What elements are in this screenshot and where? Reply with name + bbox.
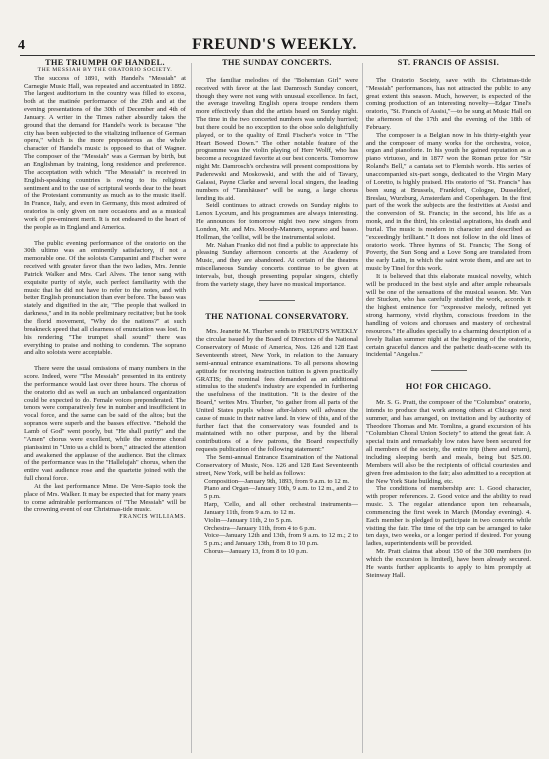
section-divider	[431, 370, 467, 371]
paragraph: Seidl continues to attract crowds on Sunday nights to Lenox Lyceum, and his programmes are always interesting. He announces for tomorrow night two new singers from London, Mr. and Mrs. Moody-Manners, soprano and basso. Hollman, the 'cellist, will be the instrumental soloist.	[196, 202, 358, 241]
schedule-item: Chorus—January 13, from 8 to 10 p.m.	[204, 548, 308, 556]
paragraph: Mr. S. G. Pratt, the composer of the "Columbus" oratorio, intends to produce that work among others at Chicago next summer, and has arranged, on invitation and by authority of Theodore Thomas and Mr. Tomlins, a grand excursion of his "Columbian Choral Union Society" to attend the great fair. A special train and remarkably low rates have been secured for all members of the society, the entire trip (there and return), including sleeping berth and meals, being but $25.00. Members will also be the recipients of official courtesies and given free admission to the fair; also admitted to a reception at the New York State building, etc.	[366, 399, 531, 485]
column-1	[24, 59, 186, 759]
article-heading: THE SUNDAY CONCERTS.	[222, 59, 332, 67]
schedule-item: Harp, 'Cello, and all other orchestral instruments—January 11th, from 9 a.m. to 12 m.	[204, 501, 358, 516]
schedule-item: Piano and Organ—January 10th, 9 a.m. to 12 m., and 2 to 5 p.m.	[204, 485, 358, 501]
page-number: 4	[18, 38, 25, 53]
paragraph: Mr. Pratt claims that about 150 of the 300 members (to which the excursion is limited), have been already secured. He wants further applicants to apply to him promptly at Steinway Hall.	[366, 548, 531, 579]
paragraph: Mr. Nahan Franko did not find a public to appreciate his pleasing Sunday afternoon concerts at the Academy of Music, and they are abandoned. At certain of the theatres miscellaneous Sunday concerts continue to be given at intervals, but, though presenting popular singers, chiefly from the variety stage, they have no musical importance.	[196, 241, 358, 288]
masthead	[0, 36, 549, 56]
paragraph: There were the usual omissions of many numbers in the score. Indeed, were "The Messiah" presented in its entirety the performance would last over three hours. The chorus of the oratorio did as well as such an unbalanced organization could be expected to do. Female voices preponderated. The tenors were comparatively few in number and insufficient in vocal force, and the same can be said of the altos; but the sopranos were superb and the basses effective. "Behold the Lamb of God" went poorly, but "He shall purify" and the "Amen" chorus were excellent, while the extreme choral pianissimi in "Unto us a child is born," attracted the attention and awakened the applause of the audience. But the climax of the performance was in the "Hallelujah" chorus, when the entire vast audience rose and the quartette joined with the full choral force.	[24, 365, 186, 483]
paragraph: At the last performance Mme. De Vere-Sapio took the place of Mrs. Walker. It may be expected that for many years to come admirable performances of "The Messiah" will be the crowning event of our Christmas-tide music.	[24, 482, 186, 514]
schedule-item: Orchestra—January 11th, from 4 to 6 p.m.	[204, 524, 317, 532]
column-3	[366, 59, 531, 759]
author-signature: FRANCIS WILLIAMS.	[119, 514, 186, 521]
schedule-item: Voice—January 12th and 13th, from 9 a.m. to 12 m.; 2 to 5 p.m.; and January 13th, from 8 to 10 p.m.	[204, 532, 358, 548]
article-heading: THE NATIONAL CONSERVATORY.	[205, 311, 349, 321]
schedule-item: Composition—January 9th, 1893, from 9 a.m. to 12 m.	[204, 477, 350, 485]
publication-title: FREUND'S WEEKLY.	[192, 36, 357, 53]
paragraph: It is believed that this elaborate musical novelty, which will be produced in the best style and after ample rehearsals will be one of the sensations of the musical season. Mr. Van der Stucken, who has carefully studied the work, accords it the highest eminence for "expressive melody, refined yet strong harmony, vivid rhythm, conscious freedom in the handling of voices and choruses and mastery of orchestral resources." He alludes specially to a charming description of a lovely Italian summer night at the beginning of the oratorio, certain graceful dances and the pathetic death-scene with its incidental "Angelus."	[366, 272, 531, 359]
masthead-rule	[20, 55, 535, 56]
paragraph: The familiar melodies of the "Bohemian Girl" were received with favor at the last Damrosch Sunday concert, though they were not sung with unusual excellence. In fact, the average traveling English opera troupe renders them more effectively than did the artists heard on Sunday night. The time in the two concerted numbers was unduly hurried; but there could be no exception to the oboe solo delightfully played, or to the quality of Emil Fischer's voice in "The Heart Bowed Down." The other notable feature of the programme was the violin playing of Herr Wolff, who has become a recognized favorite at our best concerts. Tomorrow night Mr. Damrosch's orchestra will present compositions by Paderewski and Moskowski, and with the aid of Tavary, Galassi, Payne Clarke and several local singers, the leading numbers of "Tannhäuser" will be sung, a large chorus lending its aid.	[196, 76, 358, 202]
article-subheading: THE MESSIAH BY THE ORATORIO SOCIETY.	[37, 66, 173, 73]
column-rule	[191, 63, 192, 753]
paragraph: Mrs. Jeanette M. Thurber sends to FREUND'S WEEKLY the circular issued by the Board of Directors of the National Conservatory of Music of America, Nos. 126 and 128 East Seventeenth street, New York, in relation to the January semi-annual entrance examinations. To all persons showing aptitude for receiving instruction tuition is given practically GRATIS; the nominal fees demanded as an additional stimulus to the student's industry are expended in furthering the usefulness of the institution. "It is the desire of the Board," writes Mrs. Thurber, "to gather from all parts of the United States pupils whose after-labors will advance the cause of music in their native land. In view of this, and of the further fact that the conservatory was founded and is maintained with no other purpose, and by the liberal contributions of a few patrons, the Board respectfully requests publication of the following statement:"	[196, 328, 358, 454]
paragraph: The conditions of membership are: 1. Good character, with proper references. 2. Good voice and the ability to read music. 3. The regular attendance upon ten rehearsals, commencing the first week in March (Monday evening). 4. Each member is pledged to participate in two concerts while visiting the fair. The time of the trip can be arranged to take ten days, two weeks, or a longer period if desired. For young ladies, superintendents will be provided.	[366, 485, 531, 548]
paragraph: The success of 1891, with Handel's "Messiah" at Carnegie Music Hall, was repeated and accentuated in 1892. The largest auditorium in the country was filled to excess, both at the matinée performance of the 29th and at the evening presentations of the 30th of December and 4th of January. A writer in the Times rather absurdly takes the ground that the demand for Handel's work is because "the city has been subjected to the vitalizing influence of German opera," which is the more preposterous as the whole character of Handel's music is opposed to that of Wagner. The composer of the "Messiah" was a German by birth, but an Englishman by training, long residence and preference. The acceptation with which "The Messiah" is received in English-speaking countries is owing to its religious sentiment and to the use of scriptural words dear to the heart of the Protestant community as much as to the music itself. In France, Italy, and even in Germany, this most admired of oratorios is only given on rare occasions and as a musical work of pre-eminent merit. It is not endeared to the heart of the people as in England and America.	[24, 74, 186, 231]
paragraph: The public evening performance of the oratorio on the 30th ultimo was an eminently satisfactory, if not a memorable one. Of the soloists Campanini and Fischer were received with greater favor than the two ladies, Mrs. Jennie Patrick Walker and Mrs. Carl Alves. The tenor sang with exquisite purity of style, such perfect familiarity with the music that he did not have to refer to the notes, and with better English pronunciation than ever before. The basso was stately and dignified in the air, "The people that walked in darkness," and in its noble preliminary recitative; but he took the florid movement, "Why do the nations?" at such breakneck speed that all clearness of enunciation was lost. In his rendering "The trumpet shall sound" there was everything to praise and nothing to condemn. The soprano and alto soloists were acceptable.	[24, 239, 186, 357]
section-divider	[259, 300, 295, 301]
article-heading: ST. FRANCIS OF ASSISI.	[397, 59, 500, 67]
column-rule	[362, 63, 363, 753]
paragraph: The composer is a Belgian now in his thirty-eighth year and the composer of many works for the orchestra, voice, organ and pianoforte. In his youth he gained reputation as a piano virtuoso, and in 1877 won the Roman prize for "Sir Roland's Bell," a cantata set to Flemish words. His series of unaccompanied six-part songs, dedicated to the Virgin Mary of Loretto, is highly praised. His oratorio of "St. Francis" has been sung at Brussels, Frankfort, Cologne, Dusseldorf, Breslau, Wurzburg, Amsterdam and Copenhagen. In the first part of the work the subjects are the festivities at Assisi and the conversion of St. Francis; in the second, his life as a monk, and in the third, his celestial aspirations, his death and burial. The music is modern in character and described as "exceedingly brilliant." It does not follow in the old lines of oratorio work. Three hymns of St. Francis; The Song of Poverty, the Sun Song and a Love Song are translated from the early Latin, in which the saint wrote them, and are set to music by Tinel for this work.	[366, 131, 531, 273]
paragraph: The Oratorio Society, save with its Christmas-tide "Messiah" performances, has not attracted the public to any great extent this season. Much, however, is expected of the coming production of an interesting novelty—Edgar Tinel's oratorio, "St. Francis of Assisi,"—to be sung at Music Hall on the afternoon of the 17th and the evening of the 18th of February.	[366, 76, 531, 131]
paragraph: The Semi-annual Entrance Examination of the National Conservatory of Music, Nos. 126 and 128 East Seventeenth street, New York, will be held as follows:	[196, 453, 358, 477]
schedule-item: Violin—January 11th, 2 to 5 p.m.	[204, 516, 293, 524]
article-heading: HO! FOR CHICAGO.	[405, 382, 492, 392]
article-heading: THE TRIUMPH OF HANDEL.	[45, 59, 165, 67]
examination-schedule	[196, 478, 358, 556]
column-2	[196, 59, 358, 759]
